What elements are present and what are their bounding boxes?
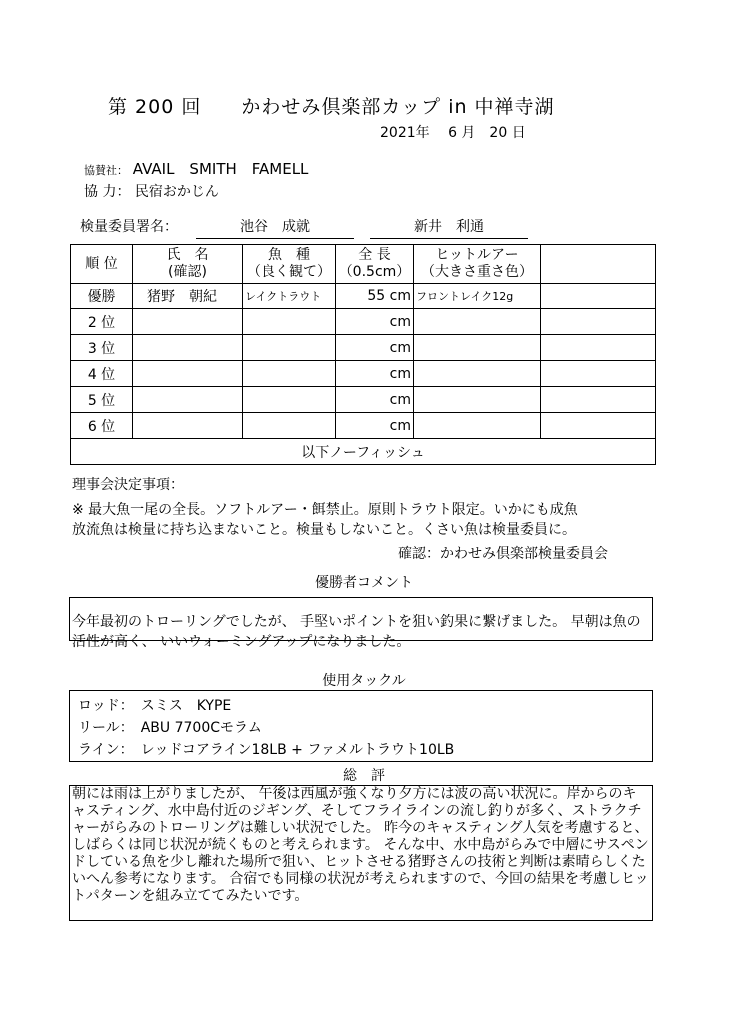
page-title: 第 200 回 かわせみ倶楽部カップ in 中禅寺湖 — [108, 96, 555, 118]
table-row — [71, 361, 656, 387]
event-date: 2021年 6 月 20 日 — [380, 125, 526, 141]
results-table — [70, 244, 656, 465]
header-lure: ヒットルアー （大きさ重さ色） — [414, 245, 541, 284]
header-rank: 順 位 — [71, 245, 133, 284]
sponsor-label: 協賛社： — [84, 164, 128, 177]
name-cell — [133, 309, 243, 335]
length-cell: cm — [336, 361, 414, 387]
length-cell: cm — [336, 413, 414, 439]
name-cell — [133, 361, 243, 387]
extra-cell — [541, 335, 656, 361]
winner-comment-title: 優勝者コメント — [315, 575, 413, 591]
lure-cell — [414, 309, 541, 335]
tackle-box — [69, 690, 653, 762]
rank-cell: 5 位 — [71, 387, 133, 413]
cooperation-value: 民宿おかじん — [134, 184, 219, 200]
header-species: 魚 種 （良く観て） — [243, 245, 336, 284]
length-cell: cm — [336, 335, 414, 361]
length-cell: cm — [336, 309, 414, 335]
rules-confirm: 確認：かわせみ倶楽部検量委員会 — [398, 546, 608, 562]
lure-cell — [414, 387, 541, 413]
extra-cell — [541, 309, 656, 335]
extra-cell — [541, 361, 656, 387]
rank-cell: 2 位 — [71, 309, 133, 335]
length-cell: cm — [336, 387, 414, 413]
cooperation-line — [84, 181, 219, 201]
extra-cell — [541, 387, 656, 413]
judge-signature-1: 池谷 成就 — [196, 216, 354, 239]
table-row — [71, 387, 656, 413]
review-title: 総 評 — [343, 768, 385, 784]
header-length: 全 長 （0.5cm） — [336, 245, 414, 284]
cooperation-label: 協 力： — [84, 184, 131, 200]
rank-cell: 4 位 — [71, 361, 133, 387]
no-fish-note: 以下ノーフィッシュ — [71, 439, 656, 465]
lure-cell — [414, 361, 541, 387]
length-cell: 55 cm — [336, 284, 414, 309]
table-row — [71, 335, 656, 361]
name-cell: 猪野 朝紀 — [133, 284, 243, 309]
tackle-rod: ロッド： スミス KYPE — [78, 698, 232, 714]
rank-cell: 3 位 — [71, 335, 133, 361]
rules-heading: 理事会決定事項： — [72, 477, 184, 493]
lure-cell: フロントレイク12g — [414, 284, 541, 309]
table-row — [71, 413, 656, 439]
name-cell — [133, 387, 243, 413]
lure-cell — [414, 413, 541, 439]
tackle-reel: リール： ABU 7700Cモラム — [78, 720, 262, 736]
rules-text: ※ 最大魚一尾の全長。ソフトルアー・餌禁止。原則トラウト限定。いかにも成魚 放流魚は検量に持ち込まないこと。検量もしないこと。くさい魚は検量委員に。 — [72, 502, 578, 538]
sponsor-line — [84, 158, 308, 179]
tackle-title: 使用タックル — [322, 673, 406, 689]
species-cell — [243, 361, 336, 387]
winner-comment-box — [69, 597, 653, 650]
header-extra — [541, 245, 656, 284]
rank-cell: 優勝 — [71, 284, 133, 309]
extra-cell — [541, 284, 656, 309]
name-cell — [133, 335, 243, 361]
rank-cell: 6 位 — [71, 413, 133, 439]
name-cell — [133, 413, 243, 439]
species-cell — [243, 413, 336, 439]
table-row — [71, 284, 656, 309]
results-footer-row — [71, 439, 656, 465]
species-cell — [243, 335, 336, 361]
tackle-line: ライン： レッドコアライン18LB + ファメルトラウト10LB — [78, 742, 455, 758]
species-cell — [243, 309, 336, 335]
lure-cell — [414, 335, 541, 361]
review-box — [69, 785, 653, 921]
header-name: 氏 名 (確認) — [133, 245, 243, 284]
review-text: 朝には雨は上がりましたが、 午後は西風が強くなり夕方には波の高い状況に。岸からのキャスティング、水中島付近のジギング、そしてフライラインの流し釣りが多く、ストラクチャーがらみのトローリングは難しい状況でした。 昨今のキャスティング人気を考慮すると、しばらくは同じ状況が続くものと考えられます。 そんな中、水中島がらみで中層にサスペンドしている魚を少し離れた場所で狙い、ヒットさせる猪野さんの技術と判断は素晴らしくたいへん参考になります。 合宿でも同様の状況が考えられますので、今回の結果を考慮しヒットパターンを組み立ててみたいです。 — [72, 786, 649, 904]
judge-signature-label: 検量委員署名： — [80, 219, 178, 235]
winner-comment-text: 今年最初のトローリングでしたが、 手堅いポイントを狙い釣果に繋げました。 早朝は魚の活性が高く、 いいウォーミングアップになりました。 — [72, 614, 641, 650]
extra-cell — [541, 413, 656, 439]
results-header-row — [71, 245, 656, 284]
species-cell: レイクトラウト — [243, 284, 336, 309]
species-cell — [243, 387, 336, 413]
sponsor-value: AVAIL SMITH FAMELL — [132, 160, 309, 178]
table-row — [71, 309, 656, 335]
judge-signature-2: 新井 利通 — [370, 216, 528, 239]
